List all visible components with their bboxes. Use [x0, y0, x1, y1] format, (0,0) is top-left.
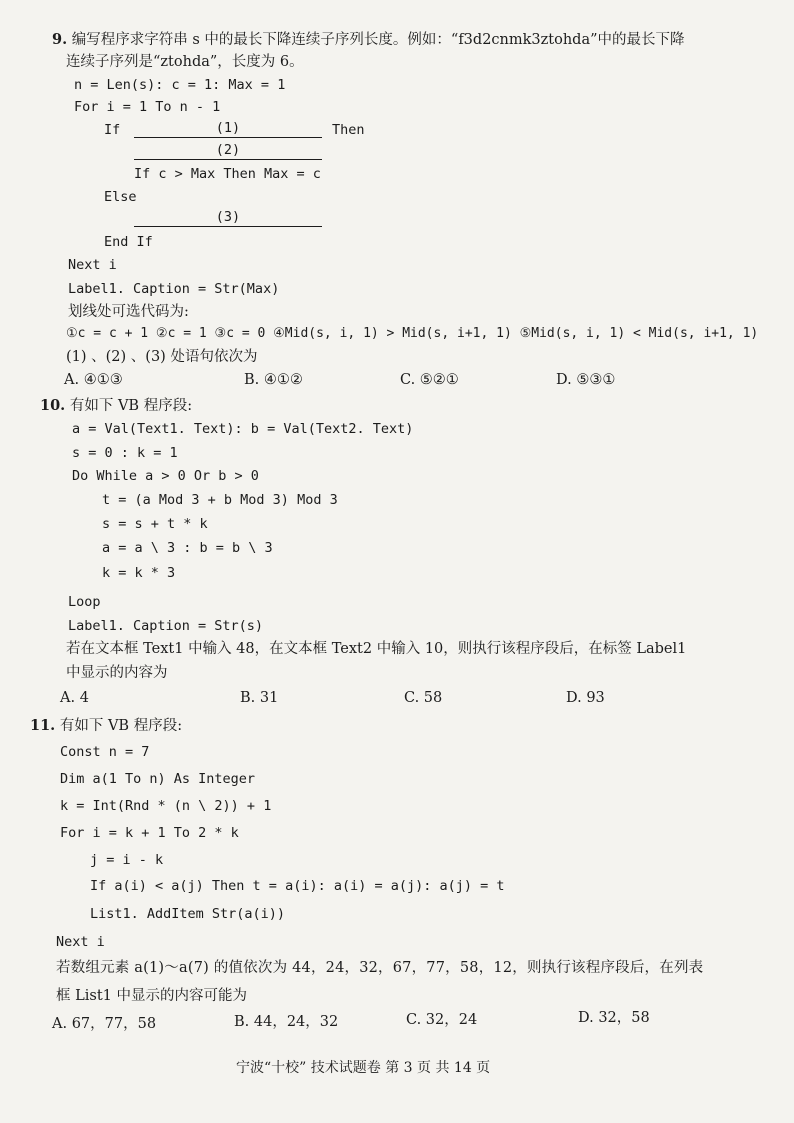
q9-code-line-1: n = Len(s): c = 1: Max = 1	[74, 77, 286, 93]
q9-blank-1: (1)	[134, 119, 322, 138]
q11-ask-line1: 若数组元素 a(1)～a(7) 的值依次为 44，24，32，67，77，58，12，则执行该程序段后，在列表	[56, 960, 704, 976]
q11-code-line-6: If a(i) < a(j) Then t = a(i): a(i) = a(j): a(j) = t	[90, 878, 505, 894]
page-footer: 宁波“十校” 技术试题卷 第 3 页 共 14 页	[236, 1060, 491, 1076]
q11-code-line-1: Const n = 7	[60, 744, 150, 760]
q9-option-c: C. ⑤②①	[400, 372, 459, 388]
q9-note: 划线处可选代码为:	[68, 304, 189, 320]
q9-stem-line1: 9. 编写程序求字符串 s 中的最长下降连续子序列长度。例如：“f3d2cnmk3ztohda”中的最长下降	[52, 31, 685, 48]
q10-code-line-8: Loop	[68, 594, 101, 610]
q11-option-b: B. 44，24，32	[234, 1014, 339, 1030]
q10-code-line-6: a = a \ 3 : b = b \ 3	[102, 540, 273, 556]
q10-code-line-1: a = Val(Text1. Text): b = Val(Text2. Text)	[72, 421, 414, 437]
q11-ask-line2: 框 List1 中显示的内容可能为	[56, 988, 247, 1004]
q9-blank-3: (3)	[134, 208, 322, 227]
q9-choices: ①c = c + 1 ②c = 1 ③c = 0 ④Mid(s, i, 1) > Mid(s, i+1, 1) ⑤Mid(s, i, 1) < Mid(s, i+1, 1)	[66, 326, 759, 341]
q9-code-line-5: If c > Max Then Max = c	[134, 166, 321, 182]
q9-option-d: D. ⑤③①	[556, 372, 616, 388]
q11-code-line-8: Next i	[56, 934, 105, 950]
q10-option-d: D. 93	[566, 690, 605, 706]
q9-stem-line2: 连续子序列是“ztohda”，长度为 6。	[66, 54, 304, 70]
q10-code-line-9: Label1. Caption = Str(s)	[68, 618, 264, 634]
q10-code-line-7: k = k * 3	[102, 565, 176, 581]
q9-code-line-6: Else	[104, 189, 137, 205]
q9-code-then: Then	[332, 122, 365, 138]
q11-code-line-2: Dim a(1 To n) As Integer	[60, 771, 256, 787]
q9-code-line-8: Next i	[68, 257, 117, 273]
q11-option-c: C. 32，24	[406, 1012, 478, 1028]
q9-number: 9.	[52, 31, 68, 48]
q11-code-line-3: k = Int(Rnd * (n \ 2)) + 1	[60, 798, 272, 814]
q11-option-d: D. 32，58	[578, 1010, 650, 1026]
q9-option-b: B. ④①②	[244, 372, 303, 388]
q10-option-a: A. 4	[60, 690, 89, 706]
q10-code-line-4: t = (a Mod 3 + b Mod 3) Mod 3	[102, 492, 338, 508]
q10-ask-line2: 中显示的内容为	[66, 665, 168, 681]
q9-option-a: A. ④①③	[64, 372, 123, 388]
q10-stem: 10. 有如下 VB 程序段:	[40, 397, 193, 414]
q9-ask: (1) 、(2) 、(3) 处语句依次为	[66, 349, 258, 365]
q10-number: 10.	[40, 397, 66, 414]
q11-code-line-7: List1. AddItem Str(a(i))	[90, 906, 286, 922]
q11-code-line-4: For i = k + 1 To 2 * k	[60, 825, 239, 841]
q9-code-line-7: End If	[104, 234, 153, 250]
q9-code-line-2: For i = 1 To n - 1	[74, 99, 221, 115]
q10-code-line-5: s = s + t * k	[102, 516, 208, 532]
q9-code-line-9: Label1. Caption = Str(Max)	[68, 281, 280, 297]
q11-option-a: A. 67，77，58	[52, 1016, 157, 1032]
q11-code-line-5: j = i - k	[90, 852, 164, 868]
q10-ask-line1: 若在文本框 Text1 中输入 48，在文本框 Text2 中输入 10，则执行该程序段后，在标签 Label1	[66, 641, 687, 657]
q9-code-line-3: If	[104, 122, 121, 138]
q11-number: 11.	[30, 717, 56, 734]
q9-blank-2: (2)	[134, 141, 322, 160]
q10-code-line-2: s = 0 : k = 1	[72, 445, 178, 461]
q10-option-c: C. 58	[404, 690, 443, 706]
q11-stem: 11. 有如下 VB 程序段:	[30, 717, 183, 734]
q10-option-b: B. 31	[240, 690, 279, 706]
q10-code-line-3: Do While a > 0 Or b > 0	[72, 468, 259, 484]
